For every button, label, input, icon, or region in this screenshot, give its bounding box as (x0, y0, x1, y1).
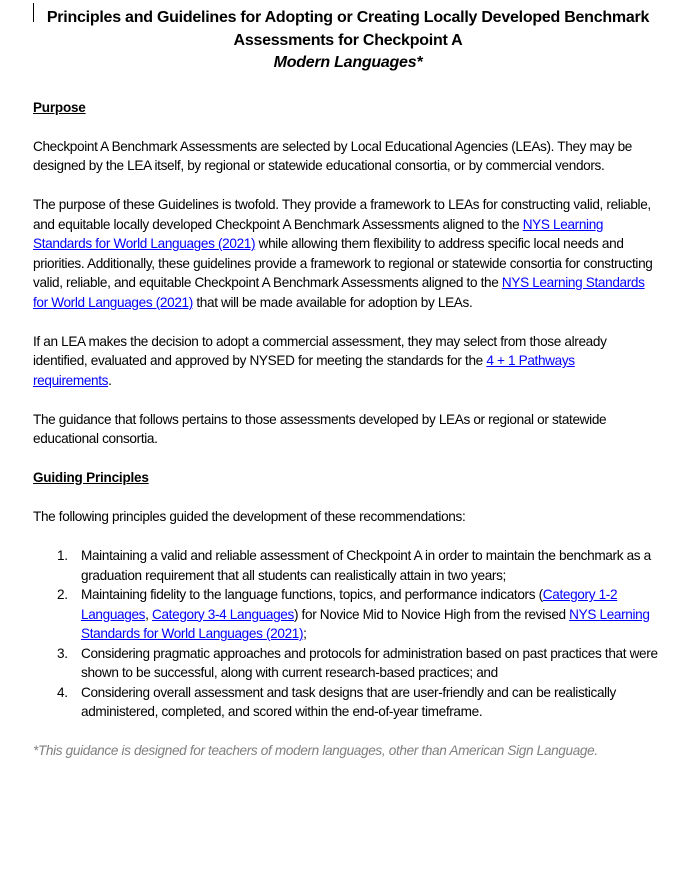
purpose-paragraph-3: If an LEA makes the decision to adopt a commercial assessment, they may select from those already identified, evaluated and approved by NYSED for meeting the standards for the 4 + 1 Pathways requirements. (33, 333, 607, 388)
guiding-principles-heading: Guiding Principles (33, 470, 149, 485)
title-line-2: Assessments for Checkpoint A (233, 31, 463, 49)
nys-standards-link[interactable]: NYS Learning Standards for World Languages (2021) (33, 216, 604, 251)
category-3-4-link[interactable]: Category 3-4 Languages (152, 606, 294, 622)
purpose-paragraph-2: The purpose of these Guidelines is twofold. They provide a framework to LEAs for constructing valid, reliable, and equitable locally developed Checkpoint A Benchmark Assessments aligned to the NYS Learning Standards for World Languages (2021) while allowing them flexibility to address specific local needs and priorities. Additionally, these guidelines provide a framework to regional or statewide consortia for constructing valid, reliable, and equitable Checkpoint A Benchmark Assessments aligned to the NYS Learning Standards for World Languages (2021) that will be made available for adoption by LEAs. (33, 197, 653, 310)
category-1-2-link[interactable]: Category 1-2 Languages (81, 587, 618, 622)
principles-list (33, 546, 661, 722)
list-item: 1. Maintaining a valid and reliable assessment of Checkpoint A in order to maintain the benchmark as a graduation requirement that all students can realistically attain in two years; (57, 548, 651, 583)
purpose-paragraph-1: Checkpoint A Benchmark Assessments are selected by Local Educational Agencies (LEAs). They may be designed by the LEA itself, by regional or statewide educational consortia, or by commercial vendors. (33, 138, 633, 173)
list-item: 3. Considering pragmatic approaches and protocols for administration based on past practices that were shown to be successful, along with current research-based practices; and (57, 645, 658, 680)
nys-standards-link-2[interactable]: NYS Learning Standards for World Languages (2021) (33, 275, 645, 310)
list-item: 2. Maintaining fidelity to the language functions, topics, and performance indicators (Category 1-2 Languages, Category 3-4 Languages) for Novice Mid to Novice High from the revised NYS Learning Standards for World Languages (2021); (57, 587, 650, 641)
purpose-heading: Purpose (33, 99, 86, 115)
document-title (28, 7, 668, 75)
guiding-intro: The following principles guided the development of these recommendations: (33, 509, 466, 524)
document-page (33, 0, 663, 761)
footnote: *This guidance is designed for teachers of modern languages, other than American Sign Language. (33, 743, 598, 758)
title-subtitle: Modern Languages* (273, 54, 423, 71)
purpose-paragraph-4: The guidance that follows pertains to those assessments developed by LEAs or regional or statewide educational consortia. (33, 411, 607, 446)
list-item: 4. Considering overall assessment and task designs that are user-friendly and can be realistically administered, completed, and scored within the end-of-year timeframe. (57, 684, 616, 719)
title-line-1: Principles and Guidelines for Adopting or Creating Locally Developed Benchmark (46, 9, 650, 26)
pathways-requirements-link[interactable]: 4 + 1 Pathways requirements (33, 353, 575, 388)
nys-standards-link-3[interactable]: NYS Learning Standards for World Languages (2021) (81, 606, 650, 641)
